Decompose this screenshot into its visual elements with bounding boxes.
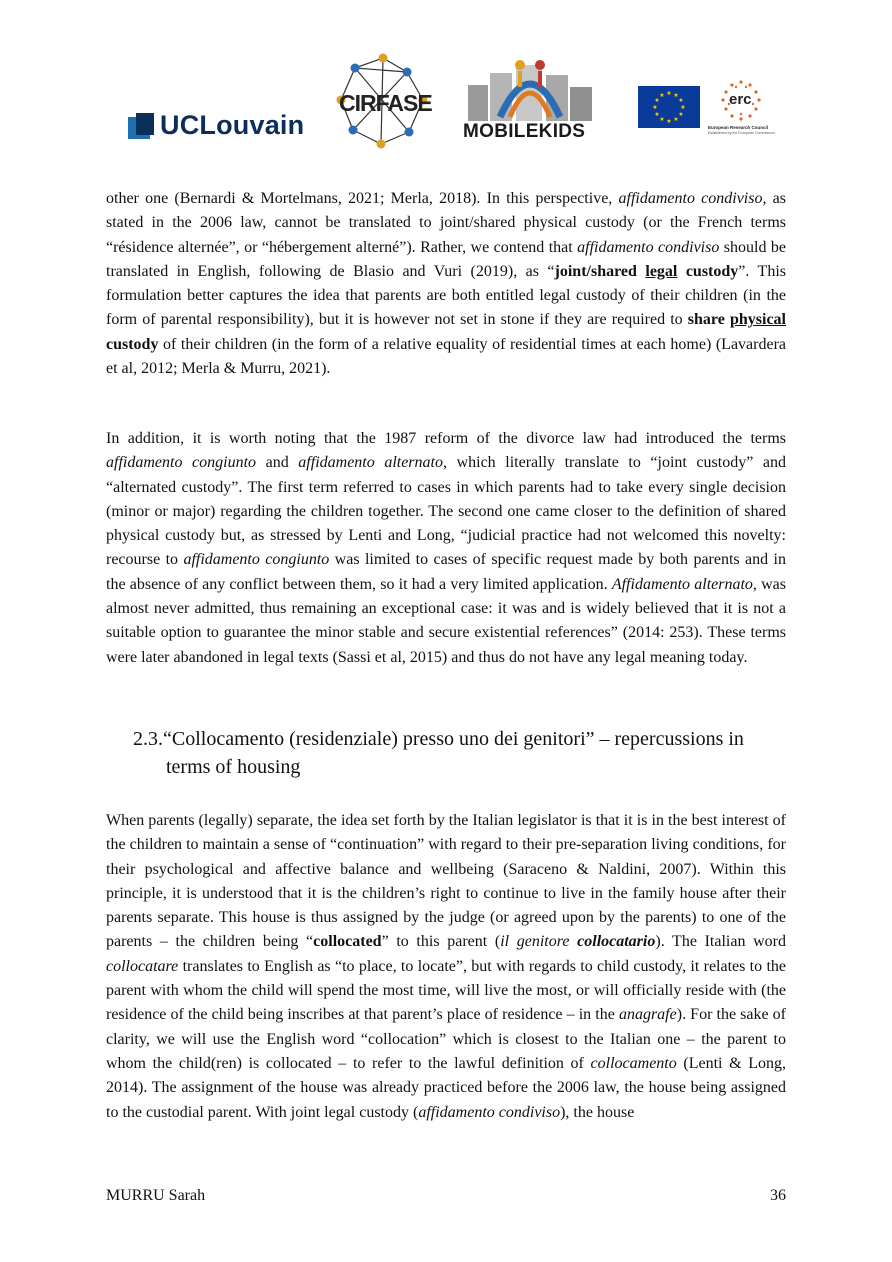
paragraph-3	[106, 809, 786, 1125]
svg-text:★: ★	[673, 116, 679, 123]
svg-text:★: ★	[666, 90, 672, 97]
uclouvain-logo	[128, 110, 304, 141]
svg-text:★: ★	[680, 104, 686, 111]
uclouvain-logo-text: UCLouvain	[160, 110, 305, 140]
erc-caption: European Research Council	[708, 125, 769, 130]
page-header	[0, 50, 892, 155]
cirfase-logo	[335, 50, 430, 150]
erc-subcaption: Established by the European Commission	[708, 131, 775, 135]
paragraph-3-text: When parents (legally) separate, the idea set forth by the Italian legislator is that it is in the best interest of the children to maintain a sense of “continuation” with regard to their pre-separation living conditions, for their psychological and affective balance and wellbeing (Saraceno & Naldini, 2007). Within this principle, it is understood that it is the children’s right to continue to live in the family house after their parents separate. This house is thus assigned by the judge (or agreed upon by the parents) to one of the parents – the children being “collocated” to this parent (il genitore collocatario). The Italian word collocatare translates to English as “to place, to locate”, but with regards to child custody, it relates to the parent with whom the child will spend the most time, will live the most, or will officially reside with (the residence of the child being inscribes at that parent’s place of residence – in the anagrafe). For the sake of clarity, we will use the English word “collocation” which is closest to the Italian one – the parent to whom the child(ren) is collocated – to refer to the lawful definition of collocamento (Lenti & Long, 2014). The assignment of the house was already practiced before the 2006 law, the house being assigned to the custodial parent. With joint legal custody (affidamento condiviso), the house	[106, 812, 787, 1121]
svg-text:★: ★	[654, 97, 660, 104]
mobilekids-logo-text: MOBILEKIDS	[463, 121, 586, 142]
svg-text:★: ★	[666, 118, 672, 125]
mobilekids-logo	[460, 55, 600, 150]
cirfase-logo-text: CIRFASE	[339, 90, 432, 116]
section-heading	[133, 725, 793, 781]
page-number: 36	[770, 1187, 786, 1204]
paragraph-2-text: In addition, it is worth noting that the 1987 reform of the divorce law had introduced the terms affidamento congiunto and affidamento alternato, which literally translate to “joint custody” and “alternated custody”. The first term referred to cases in which parents had to take every single decision (minor or major) regarding the children together. The second one came closer to the definition of shared physical custody but, as stressed by Lenti and Long, “judicial practice had not welcomed this novelty: recourse to affidamento congiunto was limited to cases of specific request made by both parents and in the absence of any conflict between them, so it had a very limited application. Affidamento alternato, was almost never admitted, thus remaining an exceptional case: it was and is widely believed that it is not a suitable option to guarantee the minor stable and secure existential references” (2014: 253). These terms were later abandoned in legal texts (Sassi et al, 2015) and thus do not have any legal meaning today.	[106, 430, 787, 666]
svg-text:★: ★	[659, 92, 665, 99]
erc-logo	[706, 78, 776, 138]
section-heading-line-1: “Collocamento (residenziale) presso uno dei genitori” – repercussions in	[163, 728, 744, 750]
svg-text:★: ★	[678, 111, 684, 118]
eu-stars-icon	[638, 86, 700, 128]
section-heading-line-2: terms of housing	[166, 756, 301, 778]
section-number: 2.3.	[133, 728, 163, 750]
footer-author: MURRU Sarah	[106, 1187, 206, 1204]
svg-text:★: ★	[652, 104, 658, 111]
svg-text:★: ★	[678, 97, 684, 104]
uclouvain-mark-icon	[128, 113, 154, 139]
mobilekids-buildings-icon	[460, 55, 600, 123]
paragraph-1	[106, 187, 786, 381]
paragraph-2	[106, 427, 786, 670]
erc-logo-text: erc	[729, 91, 752, 108]
svg-text:★: ★	[659, 116, 665, 123]
svg-text:★: ★	[673, 92, 679, 99]
eu-flag-logo	[638, 86, 700, 128]
paragraph-1-text: other one (Bernardi & Mortelmans, 2021; Merla, 2018). In this perspective, affidamento condiviso, as stated in the 2006 law, cannot be translated to joint/shared physical custody (or the French terms “résidence alternée”, or “hébergement alterné”). Rather, we contend that affidamento condiviso should be translated in English, following de Blasio and Vuri (2019), as “joint/shared legal custody”. This formulation better captures the idea that parents are both entitled legal custody of their children (in the form of parental responsibility), but it is however not set in stone if they are required to share physical custody of their children (in the form of a relative equality of residential times at each home) (Lavardera et al, 2012; Merla & Murru, 2021).	[106, 190, 787, 378]
svg-text:★: ★	[654, 111, 660, 118]
